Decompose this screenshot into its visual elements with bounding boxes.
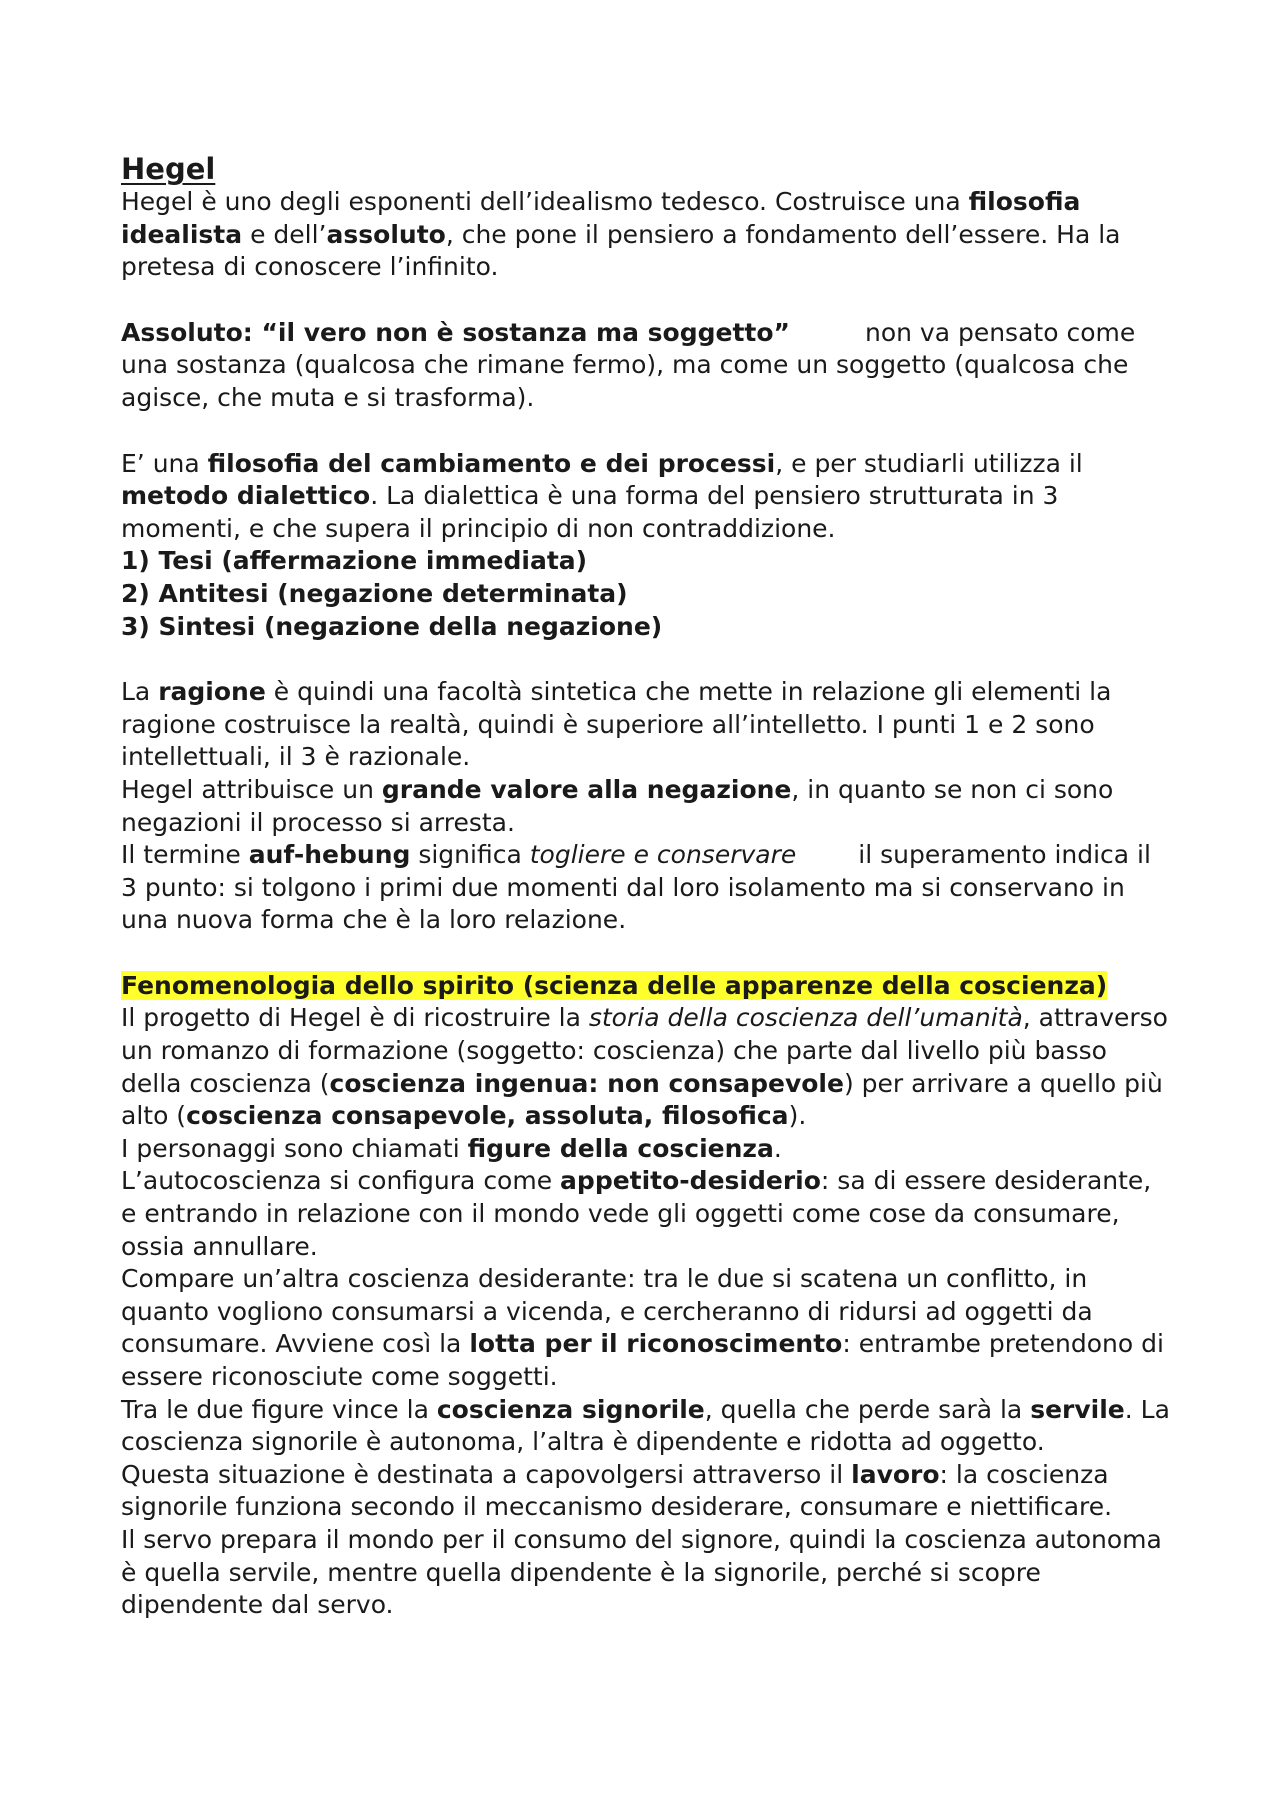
lavoro-paragraph bbox=[121, 1459, 1171, 1524]
intro-bold-filosofia: filosofia idealista bbox=[121, 187, 1081, 249]
dialettica-step bbox=[121, 578, 1171, 611]
conflitto-text: Compare un’altra coscienza desiderante: tra le due si scatena un conflitto, in quanto vogliono consumarsi a vicenda, e cercheranno di ridursi ad oggetti da consumare. Avviene così la bbox=[121, 1264, 1093, 1359]
document-title: Hegel bbox=[121, 152, 216, 186]
aufhebung-paragraph bbox=[121, 839, 1171, 937]
lavoro-text: : la coscienza signorile funziona secondo il meccanismo desiderare, consumare e niettificare. bbox=[121, 1459, 1113, 1522]
paragraph-gap bbox=[121, 415, 1171, 448]
dialettica-bold-filosofia: filosofia del cambiamento e dei processi bbox=[207, 448, 776, 478]
servo-paragraph bbox=[121, 1524, 1171, 1622]
aufhebung-italic: togliere e conservare bbox=[529, 840, 797, 870]
conflitto-bold: lotta per il riconoscimento bbox=[469, 1329, 843, 1359]
ragione-text: è quindi una facoltà sintetica che mette in relazione gli elementi la ragione costruisce la realtà, quindi è superiore all’intelletto. I punti 1 e 2 sono intellettuali, il 3 è razionale. bbox=[121, 677, 1112, 772]
progetto-text: ) per arrivare a quello più alto ( bbox=[121, 1068, 1163, 1131]
paragraph-gap bbox=[121, 643, 1171, 676]
autocoscienza-bold: appetito-desiderio bbox=[560, 1166, 821, 1196]
dialettica-bold-metodo: metodo dialettico bbox=[121, 481, 371, 511]
assoluto-heading: Assoluto: “il vero non è sostanza ma soggetto” bbox=[121, 317, 790, 347]
lavoro-bold: lavoro bbox=[851, 1459, 940, 1489]
lavoro-text: Questa situazione è destinata a capovolgersi attraverso il bbox=[121, 1459, 852, 1489]
ragione-paragraph bbox=[121, 676, 1171, 774]
paragraph-gap bbox=[121, 937, 1171, 970]
step-sintesi: 3) Sintesi (negazione della negazione) bbox=[121, 611, 663, 641]
paragraph-gap bbox=[121, 284, 1171, 317]
autocoscienza-text: : sa di essere desiderante, e entrando in relazione con il mondo vede gli oggetti come cose da consumare, ossia annullare. bbox=[121, 1166, 1152, 1261]
dialettica-step bbox=[121, 545, 1171, 578]
personaggi-text: I personaggi sono chiamati bbox=[121, 1133, 468, 1163]
conflitto-paragraph bbox=[121, 1263, 1171, 1393]
signorile-text: Tra le due figure vince la bbox=[121, 1394, 437, 1424]
fenomenologia-heading: Fenomenologia dello spirito (scienza delle apparenze della coscienza) bbox=[121, 970, 1108, 1000]
dialettica-paragraph bbox=[121, 448, 1171, 546]
aufhebung-text: significa bbox=[410, 840, 530, 870]
negazione-text: , in quanto se non ci sono negazioni il processo si arresta. bbox=[121, 774, 1114, 837]
assoluto-text: non va pensato come una sostanza (qualcosa che rimane fermo), ma come un soggetto (qualcosa che agisce, che muta e si trasforma). bbox=[121, 317, 1136, 412]
signorile-paragraph bbox=[121, 1394, 1171, 1459]
aufhebung-bold: auf-hebung bbox=[248, 840, 411, 870]
progetto-text: ). bbox=[788, 1101, 807, 1131]
progetto-text: Il progetto di Hegel è di ricostruire la bbox=[121, 1003, 589, 1033]
dialettica-step bbox=[121, 611, 1171, 644]
signorile-text: , quella che perde sarà la bbox=[704, 1394, 1031, 1424]
intro-paragraph bbox=[121, 186, 1171, 284]
dialettica-text: . La dialettica è una forma del pensiero strutturata in 3 momenti, e che supera il principio di non contraddizione. bbox=[121, 481, 1059, 543]
servile-bold: servile bbox=[1030, 1394, 1125, 1424]
conflitto-text: : entrambe pretendono di essere riconosciute come soggetti. bbox=[121, 1329, 1164, 1391]
intro-text: Hegel è uno degli esponenti dell’idealismo tedesco. Costruisce una bbox=[121, 187, 969, 216]
signorile-bold: coscienza signorile bbox=[436, 1394, 705, 1424]
personaggi-text: . bbox=[773, 1133, 782, 1163]
progetto-bold-consapevole: coscienza consapevole, assoluta, filosofica bbox=[186, 1101, 789, 1131]
progetto-italic: storia della coscienza dell’umanità bbox=[588, 1003, 1023, 1033]
progetto-bold-ingenua: coscienza ingenua: non consapevole bbox=[329, 1068, 844, 1098]
intro-text: , che pone il pensiero a fondamento dell’essere. Ha la pretesa di conoscere l’infinito. bbox=[121, 219, 1121, 282]
servo-text: Il servo prepara il mondo per il consumo del signore, quindi la coscienza autonoma è quella servile, mentre quella dipendente è la signorile, perché si scopre dipendente dal servo. bbox=[121, 1524, 1162, 1620]
document-body bbox=[121, 152, 1171, 1622]
assoluto-paragraph bbox=[121, 317, 1171, 415]
negazione-paragraph bbox=[121, 774, 1171, 839]
aufhebung-text: Il termine bbox=[121, 840, 249, 870]
fenomenologia-heading-line bbox=[121, 970, 1171, 1003]
dialettica-text: E’ una bbox=[121, 448, 208, 478]
ragione-text: La bbox=[121, 677, 159, 707]
negazione-text: Hegel attribuisce un bbox=[121, 774, 382, 804]
autocoscienza-paragraph bbox=[121, 1165, 1171, 1263]
aufhebung-text: il superamento indica il 3 punto: si tolgono i primi due momenti dal loro isolamento ma si conservano in una nuova forma che è la loro relazione. bbox=[121, 840, 1151, 935]
progetto-paragraph bbox=[121, 1002, 1171, 1132]
signorile-text: . La coscienza signorile è autonoma, l’altra è dipendente e ridotta ad oggetto. bbox=[121, 1394, 1170, 1457]
progetto-text: , attraverso un romanzo di formazione (soggetto: coscienza) che parte dal livello più basso della coscienza ( bbox=[121, 1003, 1168, 1098]
intro-text: e dell’ bbox=[242, 219, 327, 249]
personaggi-bold: figure della coscienza bbox=[467, 1133, 774, 1163]
autocoscienza-text: L’autocoscienza si configura come bbox=[121, 1166, 561, 1196]
intro-bold-assoluto: assoluto bbox=[326, 219, 446, 249]
ragione-bold: ragione bbox=[158, 677, 266, 707]
step-tesi: 1) Tesi (affermazione immediata) bbox=[121, 546, 588, 576]
step-antitesi: 2) Antitesi (negazione determinata) bbox=[121, 578, 628, 608]
dialettica-text: , e per studiarli utilizza il bbox=[775, 448, 1083, 478]
personaggi-paragraph bbox=[121, 1133, 1171, 1166]
negazione-bold: grande valore alla negazione bbox=[381, 774, 792, 804]
